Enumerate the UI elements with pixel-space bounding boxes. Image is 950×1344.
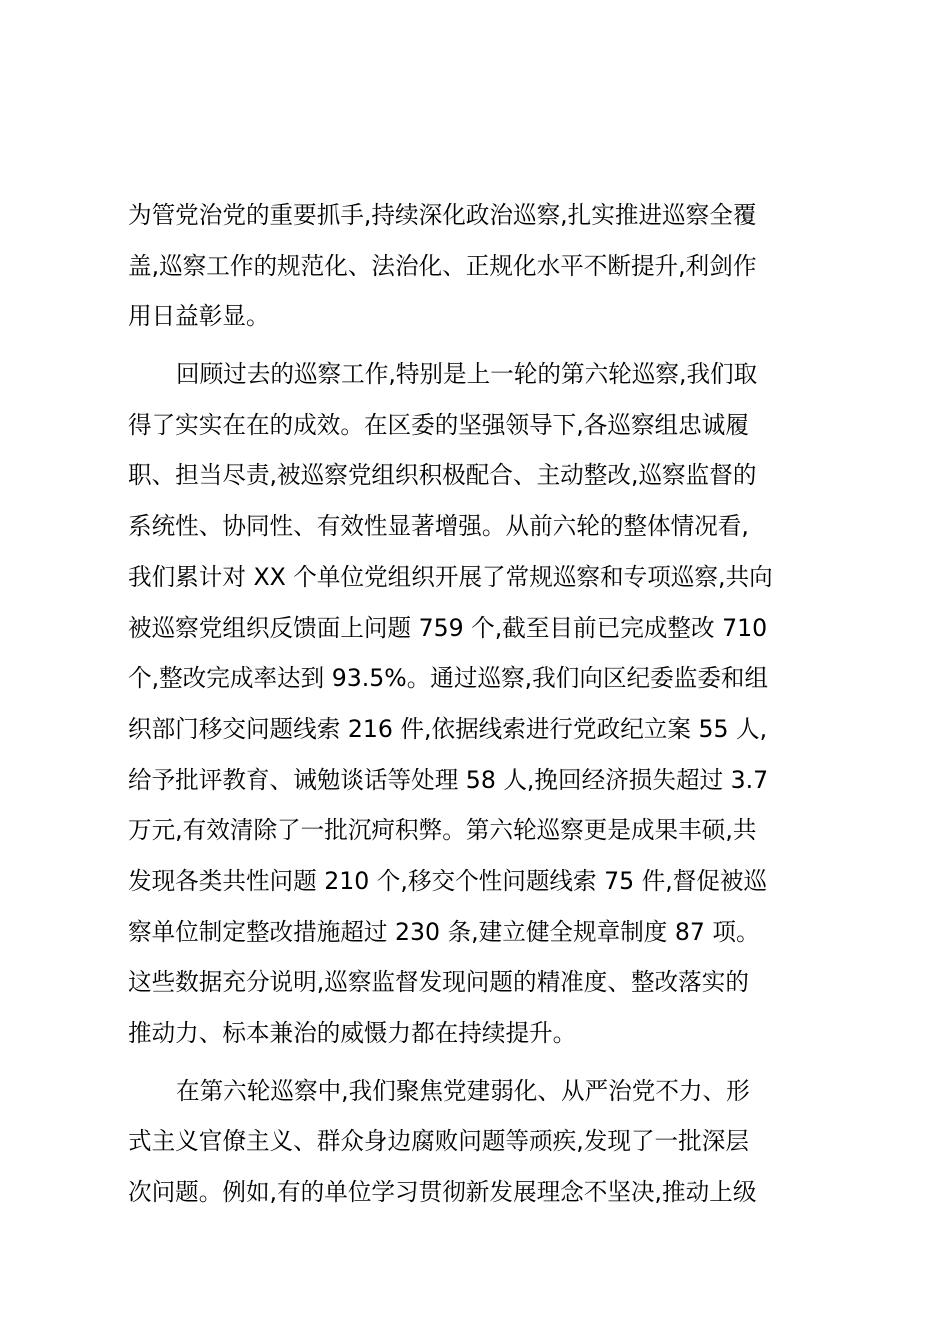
paragraph-1 xyxy=(128,190,820,342)
text-line: 在第六轮巡察中,我们聚焦党建弱化、从严治党不力、形 xyxy=(176,1076,750,1105)
paragraph-spacing xyxy=(128,342,820,349)
text-line: 织部门移交问题线索 216 件,依据线索进行党政纪立案 55 人, xyxy=(128,714,768,743)
paragraph-2 xyxy=(128,349,820,1059)
text-line: 万元,有效清除了一批沉疴积弊。第六轮巡察更是成果丰硕,共 xyxy=(128,816,757,845)
text-line: 职、担当尽责,被巡察党组织积极配合、主动整改,巡察监督的 xyxy=(128,461,757,490)
text-line: 盖,巡察工作的规范化、法治化、正规化水平不断提升,利剑作 xyxy=(128,251,757,280)
text-line: 推动力、标本兼治的威慑力都在持续提升。 xyxy=(128,1019,577,1047)
text-line: 个,整改完成率达到 93.5%。通过巡察,我们向区纪委监委和组 xyxy=(128,664,769,693)
text-line: 得了实实在在的成效。在区委的坚强领导下,各巡察组忠诚履 xyxy=(128,410,749,439)
text-line: 回顾过去的巡察工作,特别是上一轮的第六轮巡察,我们取 xyxy=(176,360,758,389)
document-page xyxy=(128,190,820,1218)
text-line: 系统性、协同性、有效性显著增强。从前六轮的整体情况看, xyxy=(128,512,749,541)
text-line: 次问题。例如,有的单位学习贯彻新发展理念不坚决,推动上级 xyxy=(128,1178,757,1207)
text-line: 察单位制定整改措施超过 230 条,建立健全规章制度 87 项。 xyxy=(128,917,760,946)
paragraph-3 xyxy=(128,1066,820,1218)
text-line: 我们累计对 XX 个单位党组织开展了常规巡察和专项巡察,共向 xyxy=(128,562,773,591)
text-line: 式主义官僚主义、群众身边腐败问题等顽疾,发现了一批深层 xyxy=(128,1127,749,1156)
text-line: 给予批评教育、诫勉谈话等处理 58 人,挽回经济损失超过 3.7 xyxy=(128,765,769,794)
text-line: 发现各类共性问题 210 个,移交个性问题线索 75 件,督促被巡 xyxy=(128,866,768,895)
paragraph-spacing xyxy=(128,1059,820,1066)
text-line: 为管党治党的重要抓手,持续深化政治巡察,扎实推进巡察全覆 xyxy=(128,201,757,229)
text-line: 这些数据充分说明,巡察监督发现问题的精准度、整改落实的 xyxy=(128,968,749,997)
text-line: 被巡察党组织反馈面上问题 759 个,截至目前已完成整改 710 xyxy=(128,613,768,642)
text-line: 用日益彰显。 xyxy=(128,302,270,331)
